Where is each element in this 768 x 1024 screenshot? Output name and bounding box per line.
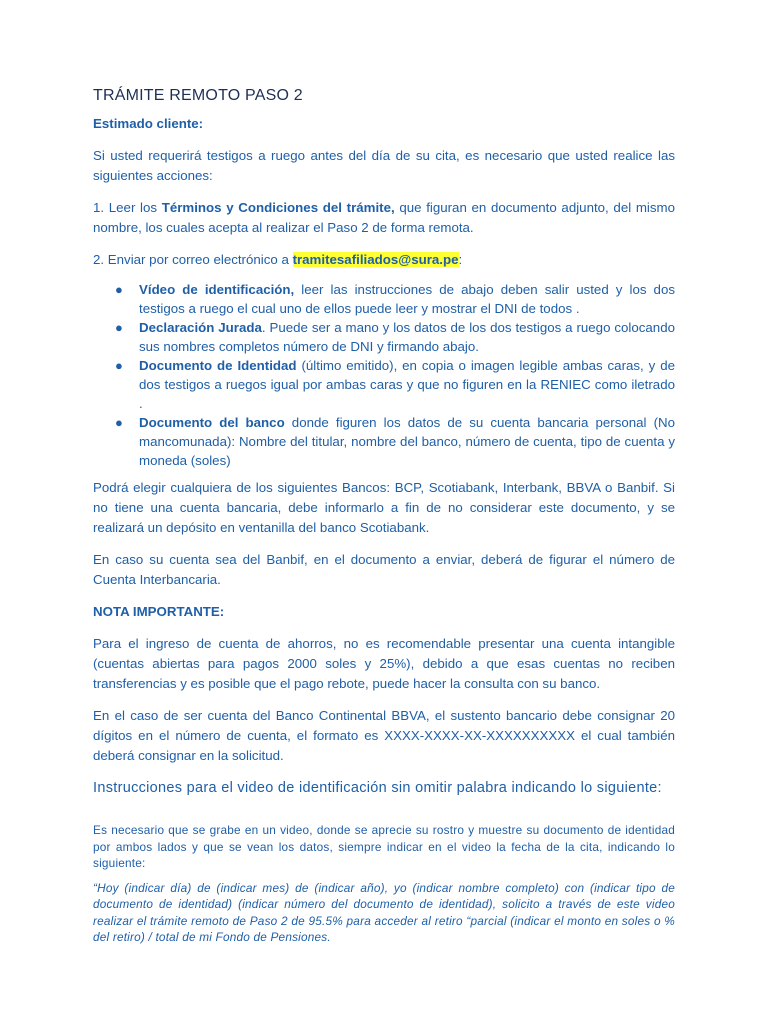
bullet-icon: ● bbox=[115, 282, 123, 297]
list-item bbox=[115, 280, 675, 318]
intro-paragraph: Si usted requerirá testigos a ruego antes del día de su cita, es necesario que usted realice las siguientes acciones: bbox=[93, 148, 675, 183]
step-1-prefix: 1. Leer los bbox=[93, 200, 162, 215]
requirements-list bbox=[93, 280, 675, 470]
list-item-text: (último emitido), en copia o imagen legible ambas caras, y de dos testigos a ruegos igual por ambas caras y que no figuren en la RENIEC como iletrado . bbox=[139, 358, 675, 411]
video-intro-paragraph: Es necesario que se grabe en un video, donde se aprecie su rostro y muestre su documento de identidad por ambos lados y que se vean los datos, siempre indicar en el video la fecha de la cita, indicando lo siguiente: bbox=[93, 823, 675, 870]
bullet-icon: ● bbox=[115, 358, 123, 373]
step-1-bold: Términos y Condiciones del trámite, bbox=[161, 200, 395, 215]
list-item-bold: Declaración Jurada bbox=[139, 320, 262, 335]
greeting: Estimado cliente: bbox=[93, 116, 204, 131]
nota-importante-label: NOTA IMPORTANTE: bbox=[93, 604, 225, 619]
email-link[interactable]: tramitesafiliados@sura.pe bbox=[292, 252, 459, 267]
list-item-text: donde figuren los datos de su cuenta bancaria personal (No mancomunada): Nombre del titular, nombre del banco, número de cuenta, tipo de cuenta y moneda (soles) bbox=[139, 415, 676, 468]
list-item-text: leer las instrucciones de abajo deben salir usted y los dos testigos a ruego el cual uno de ellos puede leer y mostrar el DNI de todos . bbox=[139, 282, 675, 316]
nota-paragraph: Para el ingreso de cuenta de ahorros, no es recomendable presentar una cuenta intangible (cuentas abiertas para pagos 2000 soles y 25%), debido a que esas cuentas no reciben transferencias y es posible que el pago rebote, puede hacer la consulta con su banco. bbox=[93, 636, 675, 691]
document-body bbox=[93, 86, 675, 954]
step-2-paragraph bbox=[93, 250, 675, 270]
step-2-prefix: 2. Enviar por correo electrónico a bbox=[93, 252, 293, 267]
bbva-paragraph: En el caso de ser cuenta del Banco Continental BBVA, el sustento bancario debe consignar 20 dígitos en el número de cuenta, el formato es XXXX-XXXX-XX-XXXXXXXXXX el cual también deberá consignar en la solicitud. bbox=[93, 708, 675, 763]
list-item-bold: Documento del banco bbox=[139, 415, 285, 430]
list-item bbox=[115, 356, 675, 413]
step-2-suffix: : bbox=[458, 252, 463, 267]
video-instructions-heading: Instrucciones para el video de identificación sin omitir palabra indicando lo siguiente: bbox=[93, 780, 662, 796]
banbif-paragraph: En caso su cuenta sea del Banbif, en el documento a enviar, deberá de figurar el número de Cuenta Interbancaria. bbox=[93, 552, 675, 587]
list-item-bold: Vídeo de identificación, bbox=[139, 282, 295, 297]
list-item bbox=[115, 413, 676, 470]
bullet-icon: ● bbox=[115, 415, 123, 430]
list-item-bold: Documento de Identidad bbox=[139, 358, 297, 373]
step-1-paragraph bbox=[93, 198, 675, 238]
banks-paragraph: Podrá elegir cualquiera de los siguientes Bancos: BCP, Scotiabank, Interbank, BBVA o Banbif. Si no tiene una cuenta bancaria, debe informarlo a fin de no considerar este documento, y se realizará un depósito en ventanilla del banco Scotiabank. bbox=[93, 480, 675, 535]
step-1-suffix: que figuran en documento adjunto, del mismo nombre, los cuales acepta al realizar el Paso 2 de forma remota. bbox=[93, 200, 675, 235]
video-script-paragraph: “Hoy (indicar día) de (indicar mes) de (indicar año), yo (indicar nombre completo) con (indicar tipo de documento de identidad) (indicar número del documento de identidad), solicito a través de este video realizar el trámite remoto de Paso 2 de 95.5% para acceder al retiro “parcial (indicar el monto en soles o % del retiro) / total de mi Fondo de Pensiones. bbox=[93, 880, 675, 944]
bullet-icon: ● bbox=[115, 320, 123, 335]
list-item bbox=[115, 318, 675, 356]
page-title: TRÁMITE REMOTO PASO 2 bbox=[93, 87, 303, 104]
list-item-text: . Puede ser a mano y los datos de los dos testigos a ruego colocando sus nombres completos número de DNI y firmando abajo. bbox=[139, 320, 675, 354]
